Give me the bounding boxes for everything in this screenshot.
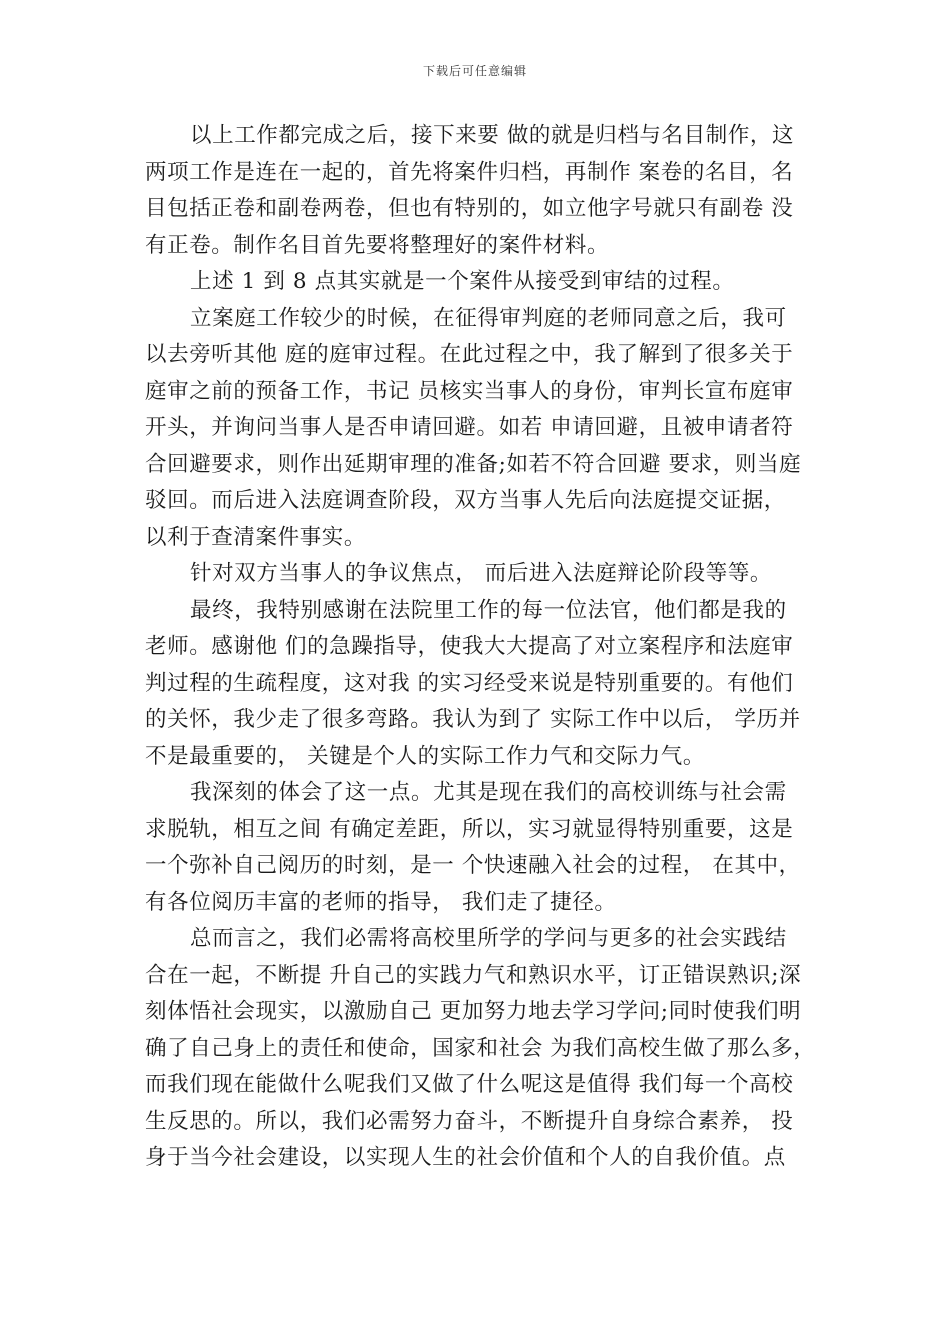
body-text-line: 庭审之前的预备工作，书记 员核实当事人的身份，审判长宣布庭审 xyxy=(145,378,794,404)
body-text-line: 以去旁听其他 庭的庭审过程。在此过程之中，我了解到了很多关于 xyxy=(145,342,794,367)
body-text-line: 一个弥补自己阅历的时刻，是一 个快速融入社会的过程， 在其中， xyxy=(145,853,801,878)
body-text-line: 有各位阅历丰富的老师的指导， 我们走了捷径。 xyxy=(145,889,617,915)
body-text-line: 上述 1 到 8 点其实就是一个案件从接受到审结的过程。 xyxy=(190,269,735,294)
body-text-line: 不是最重要的， 关键是个人的实际工作力气和交际力气。 xyxy=(145,743,705,769)
body-text-line: 合回避要求，则作出延期审理的准备;如若不符合回避 要求，则当庭 xyxy=(145,451,802,477)
body-text-line: 总而言之，我们必需将高校里所学的学问与更多的社会实践结 xyxy=(190,926,787,951)
body-text-line: 生反思的。所以，我们必需努力奋斗，不断提升自身综合素养， 投 xyxy=(145,1108,794,1134)
body-text-line: 合在一起，不断提 升自己的实践力气和熟识水平，订正错误熟识;深 xyxy=(145,962,802,988)
body-text-line: 判过程的生疏程度，这对我 的实习经受来说是特别重要的。有他们 xyxy=(145,670,794,696)
body-text-line: 而我们现在能做什么呢我们又做了什么呢这是值得 我们每一个高校 xyxy=(145,1072,794,1097)
page-header-note: 下载后可任意编辑 xyxy=(422,64,527,78)
body-text-line: 驳回。而后进入法庭调查阶段，双方当事人先后向法庭提交证据， xyxy=(145,488,786,513)
body-text-line: 刻体悟社会现实，以激励自己 更加努力地去学习学问;同时使我们明 xyxy=(145,999,802,1024)
body-text-line: 身于当今社会建设，以实现人生的社会价值和个人的自我价值。点 xyxy=(145,1145,786,1170)
body-text-line: 针对双方当事人的争议焦点， 而后进入法庭辩论阶段等等。 xyxy=(190,561,773,586)
body-text-line: 的关怀，我少走了很多弯路。我认为到了 实际工作中以后， 学历并 xyxy=(145,707,801,732)
body-text-line: 开头，并询问当事人是否申请回避。如若 申请回避，且被申请者符 xyxy=(145,415,794,440)
body-text-line: 有正卷。制作名目首先要将整理好的案件材料。 xyxy=(145,232,610,258)
body-text-line: 目包括正卷和副卷两卷，但也有特别的，如立他字号就只有副卷 没 xyxy=(145,196,794,221)
body-text-line: 求脱轨，相互之间 有确定差距，所以，实习就显得特别重要，这是 xyxy=(145,816,794,842)
body-text-line: 我深刻的体会了这一点。尤其是现在我们的高校训练与社会需 xyxy=(190,780,787,805)
body-text-line: 以上工作都完成之后，接下来要 做的就是归档与名目制作，这 xyxy=(190,123,795,148)
body-text-line: 两项工作是连在一起的，首先将案件归档，再制作 案卷的名目，名 xyxy=(145,159,794,185)
body-text-line: 以利于查清案件事实。 xyxy=(145,524,367,550)
body-text-line: 最终，我特别感谢在法院里工作的每一位法官，他们都是我的 xyxy=(190,597,787,623)
body-text-line: 老师。感谢他 们的急躁指导，使我大大提高了对立案程序和法庭审 xyxy=(145,634,794,659)
body-text-line: 确了自己身上的责任和使命，国家和社会 为我们高校生做了那么多， xyxy=(145,1035,816,1061)
document-body xyxy=(145,118,816,1177)
body-text-line: 立案庭工作较少的时候，在征得审判庭的老师同意之后，我可 xyxy=(190,305,787,331)
